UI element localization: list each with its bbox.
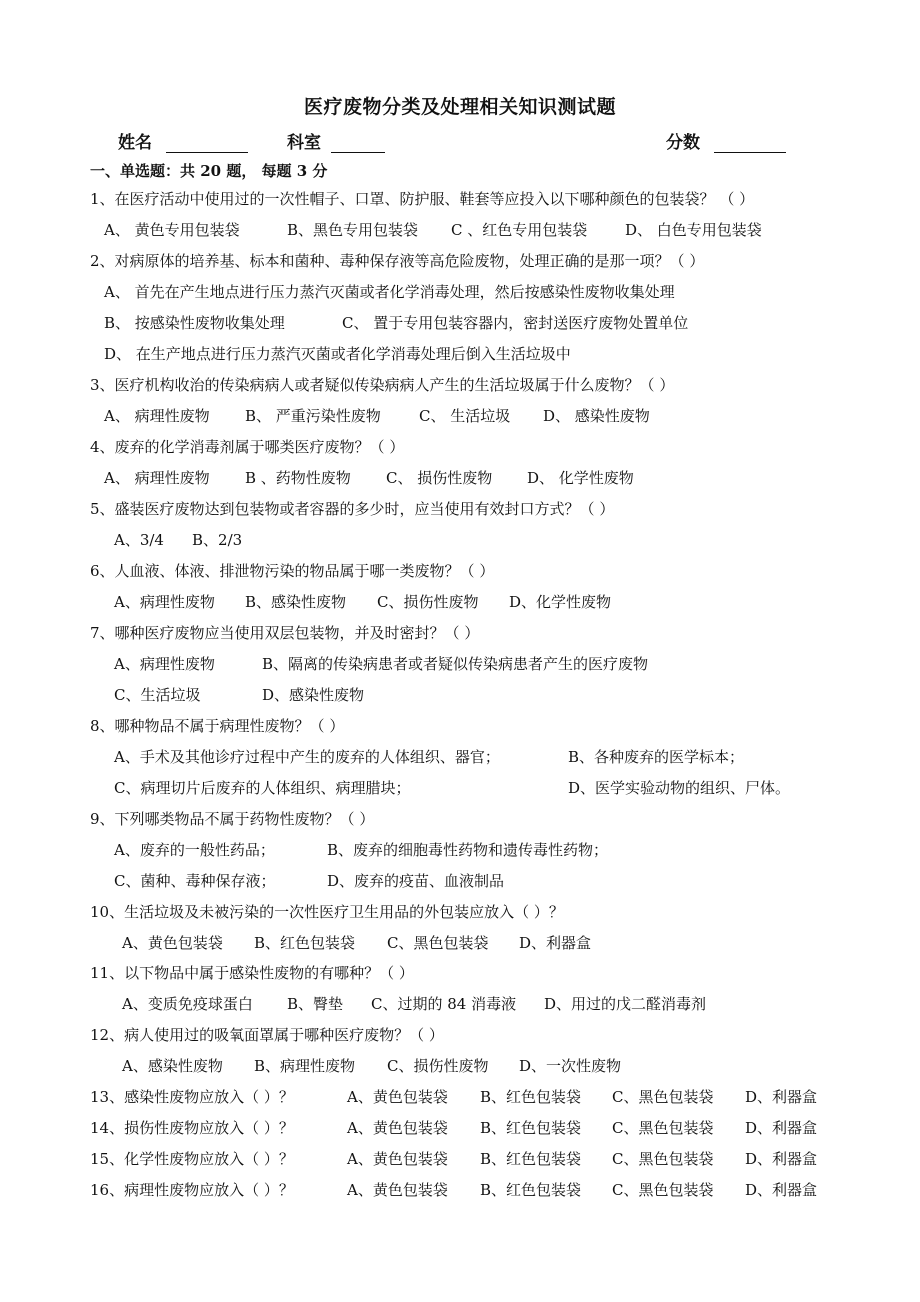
q16-option-a[interactable]: A、黄色包装袋	[347, 1181, 448, 1199]
question-6: 6、人血液、体液、排泄物污染的物品属于哪一类废物？（ ）	[90, 562, 495, 580]
dept-field	[287, 128, 385, 153]
q9-option-c[interactable]: C、菌种、毒种保存液；	[114, 872, 276, 890]
q16-option-c[interactable]: C、黑色包装袋	[612, 1181, 714, 1199]
q13-option-a[interactable]: A、黄色包装袋	[347, 1088, 448, 1106]
q7-option-a[interactable]: A、病理性废物	[114, 655, 215, 673]
dept-label: 科室	[287, 133, 321, 153]
q9-option-b[interactable]: B、废弃的细胞毒性药物和遗传毒性药物；	[327, 841, 609, 859]
q15-option-d[interactable]: D、利器盒	[745, 1150, 818, 1168]
name-blank[interactable]	[166, 134, 248, 153]
q8-option-b[interactable]: B、各种废弃的医学标本；	[568, 748, 745, 766]
q1-option-b[interactable]: B、黑色专用包装袋	[287, 221, 419, 239]
q11-option-a[interactable]: A、变质免疫球蛋白	[122, 995, 253, 1013]
q2-option-a[interactable]: A、 首先在产生地点进行压力蒸汽灭菌或者化学消毒处理，然后按感染性废物收集处理	[104, 283, 675, 301]
q7-option-c[interactable]: C、生活垃圾	[114, 686, 201, 704]
question-7: 7、哪种医疗废物应当使用双层包装物，并及时密封？（ ）	[90, 624, 480, 642]
q9-option-a[interactable]: A、废弃的一般性药品；	[114, 841, 275, 859]
q1-option-a[interactable]: A、 黄色专用包装袋	[104, 221, 240, 239]
question-2: 2、对病原体的培养基、标本和菌种、毒种保存液等高危险废物，处理正确的是那一项？（ ）	[90, 252, 705, 270]
question-5: 5、盛装医疗废物达到包装物或者容器的多少时，应当使用有效封口方式？（ ）	[90, 500, 615, 518]
score-label: 分数	[666, 133, 700, 153]
q1-option-c[interactable]: C 、红色专用包装袋	[451, 221, 588, 239]
q11-option-c[interactable]: C、过期的 84 消毒液	[371, 995, 517, 1013]
question-13: 13、感染性废物应放入（ ）？	[90, 1088, 294, 1106]
q6-option-c[interactable]: C、损伤性废物	[377, 593, 479, 611]
q2-option-b[interactable]: B、 按感染性废物收集处理	[104, 314, 285, 332]
q16-option-b[interactable]: B、红色包装袋	[480, 1181, 582, 1199]
q13-option-c[interactable]: C、黑色包装袋	[612, 1088, 714, 1106]
q13-option-b[interactable]: B、红色包装袋	[480, 1088, 582, 1106]
q1-option-d[interactable]: D、 白色专用包装袋	[625, 221, 762, 239]
q3-option-a[interactable]: A、 病理性废物	[104, 407, 210, 425]
q6-option-a[interactable]: A、病理性废物	[114, 593, 215, 611]
q11-option-b[interactable]: B、臀垫	[287, 995, 344, 1013]
q12-option-d[interactable]: D、一次性废物	[519, 1057, 622, 1075]
question-12: 12、病人使用过的吸氧面罩属于哪种医疗废物？（ ）	[90, 1026, 444, 1044]
q14-option-c[interactable]: C、黑色包装袋	[612, 1119, 714, 1137]
q3-option-c[interactable]: C、 生活垃圾	[419, 407, 511, 425]
q8-option-d[interactable]: D、医学实验动物的组织、尸体。	[568, 779, 791, 797]
question-15: 15、化学性废物应放入（ ）？	[90, 1150, 294, 1168]
q16-option-d[interactable]: D、利器盒	[745, 1181, 818, 1199]
q15-option-b[interactable]: B、红色包装袋	[480, 1150, 582, 1168]
q6-option-d[interactable]: D、化学性废物	[509, 593, 612, 611]
q2-option-c[interactable]: C、 置于专用包装容器内，密封送医疗废物处置单位	[342, 314, 689, 332]
q10-option-a[interactable]: A、黄色包装袋	[122, 934, 223, 952]
question-16: 16、病理性废物应放入（ ）？	[90, 1181, 294, 1199]
q10-option-c[interactable]: C、黑色包装袋	[387, 934, 489, 952]
q5-option-b[interactable]: B、2/3	[192, 531, 243, 549]
q15-option-a[interactable]: A、黄色包装袋	[347, 1150, 448, 1168]
q4-option-a[interactable]: A、 病理性废物	[104, 469, 210, 487]
q7-option-d[interactable]: D、感染性废物	[262, 686, 365, 704]
question-14: 14、损伤性废物应放入（ ）？	[90, 1119, 294, 1137]
score-blank[interactable]	[714, 134, 786, 153]
q11-option-d[interactable]: D、用过的戊二醛消毒剂	[544, 995, 707, 1013]
q3-option-d[interactable]: D、 感染性废物	[543, 407, 650, 425]
q7-option-b[interactable]: B、隔离的传染病患者或者疑似传染病患者产生的医疗废物	[262, 655, 649, 673]
q12-option-b[interactable]: B、病理性废物	[254, 1057, 356, 1075]
question-11: 11、以下物品中属于感染性废物的有哪种？（ ）	[90, 964, 414, 982]
dept-blank[interactable]	[331, 134, 385, 153]
q14-option-d[interactable]: D、利器盒	[745, 1119, 818, 1137]
question-8: 8、哪种物品不属于病理性废物？（ ）	[90, 717, 345, 735]
q4-option-d[interactable]: D、 化学性废物	[527, 469, 634, 487]
q14-option-b[interactable]: B、红色包装袋	[480, 1119, 582, 1137]
name-field	[118, 128, 248, 153]
q8-option-a[interactable]: A、手术及其他诊疗过程中产生的废弃的人体组织、器官；	[114, 748, 500, 766]
q13-option-d[interactable]: D、利器盒	[745, 1088, 818, 1106]
q3-option-b[interactable]: B、 严重污染性废物	[245, 407, 381, 425]
q10-option-d[interactable]: D、利器盒	[519, 934, 592, 952]
q12-option-c[interactable]: C、损伤性废物	[387, 1057, 489, 1075]
q9-option-d[interactable]: D、废弃的疫苗、血液制品	[327, 872, 505, 890]
section-heading: 一、单选题：共 20 题， 每题 3 分	[90, 162, 328, 180]
q4-option-c[interactable]: C、 损伤性废物	[386, 469, 493, 487]
score-field	[666, 128, 786, 153]
q5-option-a[interactable]: A、3/4	[114, 531, 164, 549]
question-1: 1、在医疗活动中使用过的一次性帽子、口罩、防护服、鞋套等应投入以下哪种颜色的包装袋？ （ ）	[90, 190, 755, 208]
question-9: 9、下列哪类物品不属于药物性废物？（ ）	[90, 810, 375, 828]
q8-option-c[interactable]: C、病理切片后废弃的人体组织、病理腊块；	[114, 779, 411, 797]
question-3: 3、医疗机构收治的传染病病人或者疑似传染病病人产生的生活垃圾属于什么废物？（ ）	[90, 376, 675, 394]
q14-option-a[interactable]: A、黄色包装袋	[347, 1119, 448, 1137]
question-4: 4、废弃的化学消毒剂属于哪类医疗废物？（ ）	[90, 438, 405, 456]
q12-option-a[interactable]: A、感染性废物	[122, 1057, 223, 1075]
q15-option-c[interactable]: C、黑色包装袋	[612, 1150, 714, 1168]
q4-option-b[interactable]: B 、药物性废物	[245, 469, 351, 487]
q10-option-b[interactable]: B、红色包装袋	[254, 934, 356, 952]
name-label: 姓名	[118, 133, 152, 153]
question-10: 10、生活垃圾及未被污染的一次性医疗卫生用品的外包装应放入（ ）？	[90, 903, 564, 921]
page-title: 医疗废物分类及处理相关知识测试题	[303, 96, 616, 118]
q2-option-d[interactable]: D、 在生产地点进行压力蒸汽灭菌或者化学消毒处理后倒入生活垃圾中	[104, 345, 571, 363]
q6-option-b[interactable]: B、感染性废物	[245, 593, 347, 611]
